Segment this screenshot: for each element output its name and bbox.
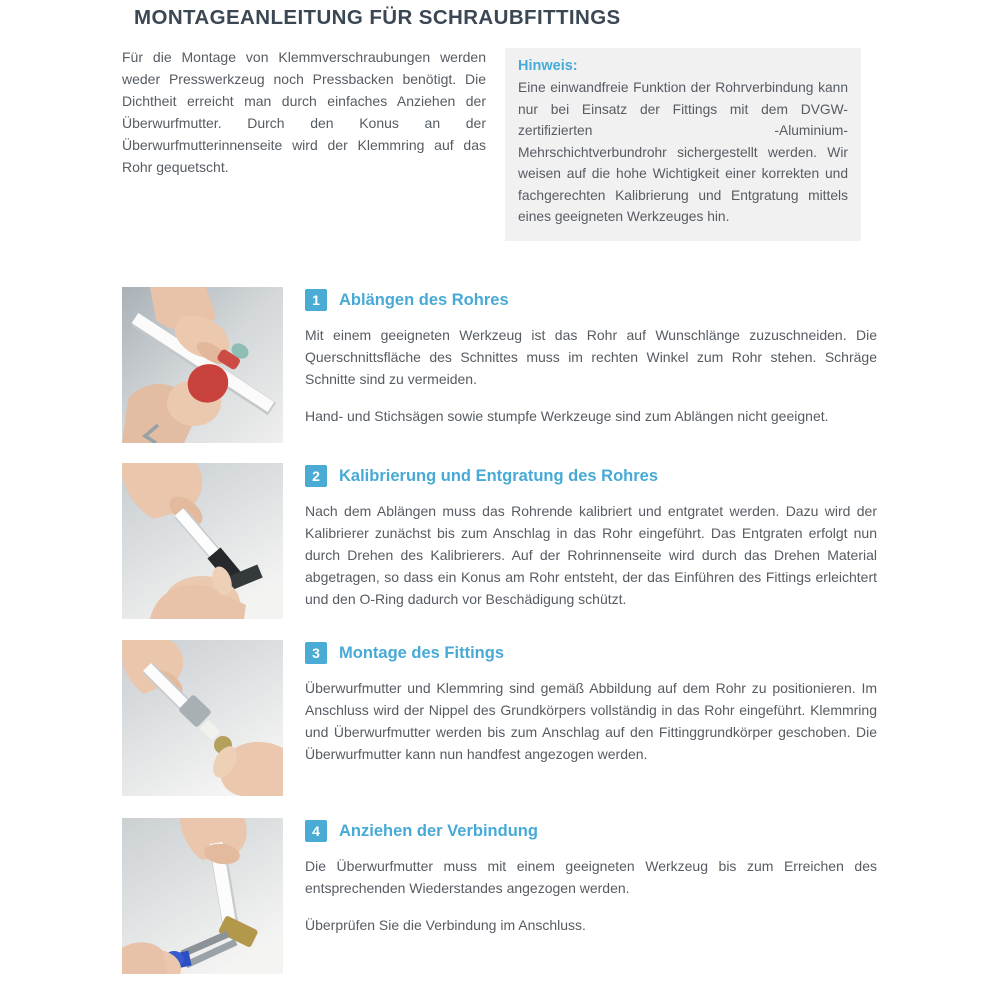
note-body: Eine einwandfreie Funktion der Rohrverbindung kann nur bei Einsatz der Fittings mit dem DVGW-zertifizierten -Aluminium-Mehrschichtverbundrohr sichergestellt werden. Wir weisen auf die hohe Wichtigkeit einer korrekten und fachgerechten Kalibrierung und Entgratung mittels eines geeigneten Werkzeuges hin.	[518, 80, 848, 224]
step-number-badge: 2	[305, 465, 327, 487]
step-photo-wrench-tightening	[122, 818, 283, 974]
step-photo-fitting-assembly	[122, 640, 283, 796]
step-paragraph: Die Überwurfmutter muss mit einem geeigneten Werkzeug bis zum Erreichen des entsprechenden Wiederstandes angezogen werden.	[305, 858, 877, 896]
step-paragraph: Überprüfen Sie die Verbindung im Anschluss.	[305, 917, 586, 933]
step-content	[305, 642, 877, 765]
step-heading	[305, 465, 877, 487]
step-heading	[305, 642, 877, 664]
step-paragraph: Hand- und Stichsägen sowie stumpfe Werkzeuge sind zum Ablängen nicht geeignet.	[305, 408, 829, 424]
page-title: MONTAGEANLEITUNG FÜR SCHRAUBFITTINGS	[134, 6, 621, 29]
step-body	[305, 677, 877, 765]
step-title: Ablängen des Rohres	[339, 290, 509, 309]
step-paragraph: Überwurfmutter und Klemmring sind gemäß Abbildung auf dem Rohr zu positionieren. Im Anschluss wird der Nippel des Grundkörpers vollständig in das Rohr eingeführt. Klemmring und Überwurfmutter werden bis zum Anschlag auf den Fittinggrundkörper geschoben. Die Überwurfmutter kann nun handfest angezogen werden.	[305, 680, 877, 762]
step-photo-calibrator	[122, 463, 283, 619]
step-heading	[305, 820, 877, 842]
step-paragraph: Mit einem geeigneten Werkzeug ist das Rohr auf Wunschlänge zuzuschneiden. Die Querschnittsfläche des Schnittes muss im rechten Winkel zum Rohr stehen. Schräge Schnitte sind zu vermeiden.	[305, 327, 877, 387]
step-title: Anziehen der Verbindung	[339, 821, 538, 840]
step-body	[305, 500, 877, 610]
step-title: Montage des Fittings	[339, 643, 504, 662]
step-title: Kalibrierung und Entgratung des Rohres	[339, 466, 659, 485]
step-paragraph: Nach dem Ablängen muss das Rohrende kalibriert und entgratet werden. Dazu wird der Kalibrierer zunächst bis zum Anschlag in das Rohr eingeführt. Das Entgraten erfolgt nun durch Drehen des Kalibrierers. Auf der Rohrinnenseite wird durch das Drehen Material abgetragen, so dass ein Konus am Rohr entsteht, der das Einführen des Fittings erleichtert und den O-Ring dadurch vor Beschädigung schützt.	[305, 503, 877, 607]
note-box	[505, 48, 861, 241]
step-body	[305, 855, 877, 936]
step-photo-pipe-cutter	[122, 287, 283, 443]
step-number-badge: 3	[305, 642, 327, 664]
step-number-badge: 4	[305, 820, 327, 842]
step-body	[305, 324, 877, 427]
step-number-badge: 1	[305, 289, 327, 311]
note-label: Hinweis:	[518, 58, 578, 74]
step-heading	[305, 289, 877, 311]
step-content	[305, 465, 877, 610]
intro-paragraph: Für die Montage von Klemmverschraubungen werden weder Presswerkzeug noch Pressbacken benötigt. Die Dichtheit erreicht man durch einfaches Anziehen der Überwurfmutter. Durch den Konus an der Überwurfmutterinnenseite wird der Klemmring auf das Rohr gequetscht.	[122, 49, 486, 175]
step-content	[305, 289, 877, 427]
step-content	[305, 820, 877, 936]
